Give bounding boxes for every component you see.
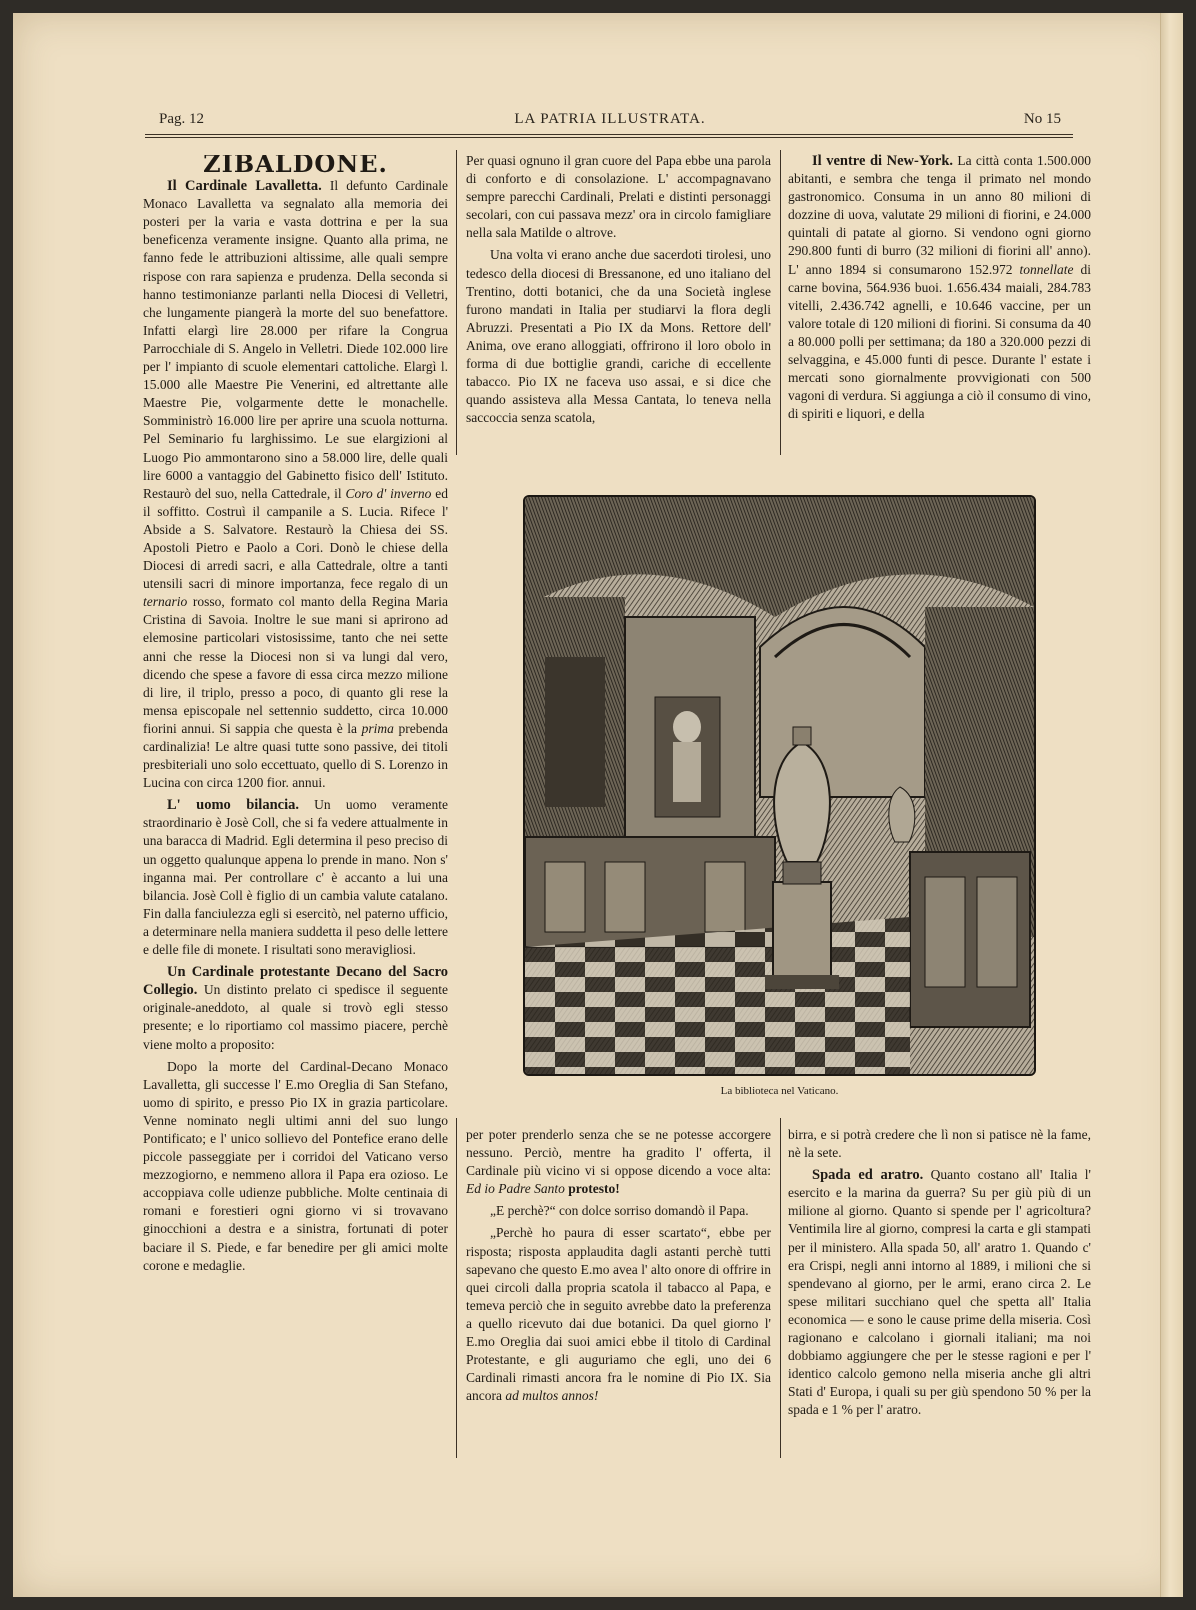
article-text: Un distinto prelato ci spedisce il seguente originale-aneddoto, al quale si trovò egli stesso presente; e lo riportiamo col massimo piacere, perchè viene molto a proposito: bbox=[143, 982, 448, 1052]
article-heading: L' uomo bilancia. bbox=[167, 797, 299, 814]
issue-number: No 15 bbox=[1023, 111, 1061, 127]
vatican-library-engraving bbox=[523, 495, 1036, 1076]
article-paragraph: Per quasi ognuno il gran cuore del Papa ebbe una parola di conforto e di consolazione. L' accompagnavano sempre parecchi Cardinali, Prelati e distinti personaggi secolari, con cui passava mezz' ora in circolo famigliare nella sala Matilde o altrove. bbox=[466, 153, 771, 241]
article-paragraph: Dopo la morte del Cardinal-Decano Monaco Lavalletta, gli successe l' E.mo Oreglia di San Stefano, uomo di spirito, e presso Pio IX in grazia particolare. Venne nominato negli ultimi anni del suo lungo Pontificato; e l' unico sollievo del Pontefice erano delle piccole passeggiate per i corridoi del Vaticano verso mezzogiorno, e nemmeno allora il Papa era ozioso. Le accoppiava colle udienze pubbliche. Molte centinaia di romani e forestieri ogni giorno vi si trovavano ginocchioni a destra e a sinistra, fortunati di poter baciare il S. Piede, e far benedire per gli amici molte corone e medaglie. bbox=[143, 1058, 448, 1273]
masthead-title: LA PATRIA ILLUSTRATA. bbox=[514, 111, 706, 127]
article-text: Quanto costano all' Italia l' esercito e la marina da guerra? Su per giù più di un milione al giorno. Quanto si spende per l' agricoltura? Ventimila lire al giorno, compresi la carta e gli stampati per il ministero. Alla spada 50, all' aratro 1. Quando c' era Crispi, negli anni intorno al 1889, i milioni che si spendevano al giorno, per le armi, erano circa 2. Le spese militari succhiano quel che spetta all' Italia economica — e sono le cause prime della miseria. Così ragionano e calcolano i giornali italiani; ma noi dobbiamo aggiungere che per le stesse ragioni e per l' identico calcolo gemono nella miseria anche gli altri Stati d' Europa, i quali su per giù spendono 50 % per la spada e 1 % per l' aratro. bbox=[788, 1167, 1091, 1418]
page-fold bbox=[1160, 13, 1183, 1597]
column-right-bottom bbox=[788, 1126, 1091, 1466]
article-heading: Spada ed aratro. bbox=[812, 1167, 924, 1184]
article-paragraph bbox=[466, 1126, 771, 1198]
italic-text: ternario bbox=[143, 594, 188, 610]
italic-text: Ed io Padre Santo bbox=[466, 1181, 565, 1197]
italic-text: tonnellate bbox=[1019, 261, 1074, 277]
page-number: Pag. 12 bbox=[159, 111, 204, 127]
article-paragraph bbox=[466, 1224, 771, 1405]
column-middle-bottom bbox=[466, 1126, 771, 1466]
italic-text: Coro d' inverno bbox=[345, 485, 432, 501]
column-rule bbox=[780, 150, 781, 455]
header-rule bbox=[145, 134, 1073, 138]
article-text: La città conta 1.500.000 abitanti, e sembra che tenga il primato nel mondo gastronomico. Consuma in un anno 80 milioni di dozzine di uova, valutate 29 milioni di fiorini, e 24.000 quintali di patate al giorno. Si vendono ogni giorno 290.800 funti di burro (32 milioni di fiorini all' anno). L' anno 1894 si consumarono 152.972 bbox=[788, 153, 1091, 277]
italic-text: prima bbox=[361, 720, 394, 736]
article-text: di carne bovina, 564.936 buoi. 1.656.434 maiali, 284.783 vitelli, 2.436.742 agnelli, e 10.646 vaccine, per un valore totale di 120 milioni di fiorini. Si consuma da 40 a 80.000 polli per settimana; da 180 a 320.000 pezzi di selvaggina, e 45.000 funti di pesce. Durante l' estate i mercati sono giornalmente provvigionati con 500 vagoni di verdura. Si aggiunga a ciò il consumo di vino, di spiriti e liquori, e della bbox=[788, 261, 1091, 422]
article-text: rosso, formato col manto della Regina Maria Cristina di Savoia. Inoltre le sue mani si aprirono ad elemosine particolari vistosissime, tanto che nei sette anni che resse la Diocesi non si va lungi dal vero, dicendo che spese a favore di essa circa mezzo milione di lire, il triplo, presso a poco, di quanto gli rese la mensa episcopale nel settennio suddetto, circa 10.000 fiorini annui. Si sappia che questa è la bbox=[143, 594, 448, 736]
article-cardinale-protestante bbox=[143, 963, 448, 1053]
article-text: prebenda cardinalizia! Le altre quasi tutte sono passive, dei titoli presbiteriali uno solo eccettuato, quello di S. Lorenzo in Lucina con circa 1200 fior. annui. bbox=[143, 720, 448, 791]
article-paragraph: „E perchè?“ con dolce sorriso domandò il Papa. bbox=[490, 1203, 749, 1219]
illustration-caption: La biblioteca nel Vaticano. bbox=[720, 1085, 839, 1097]
column-rule bbox=[456, 1118, 457, 1458]
column-middle-top bbox=[466, 152, 771, 462]
article-new-york bbox=[788, 152, 1091, 423]
article-heading: Il Cardinale Lavalletta. bbox=[167, 178, 322, 195]
article-uomo-bilancia bbox=[143, 796, 448, 959]
article-paragraph: birra, e si potrà credere che lì non si patisce nè la fame, nè la sete. bbox=[788, 1127, 1091, 1161]
column-right-top bbox=[788, 152, 1091, 462]
article-heading: Il ventre di New-York. bbox=[812, 153, 954, 169]
article-text: ed il soffitto. Costruì il campanile a S. Lucia. Rifece l' Abside a S. Salvatore. Restaurò la Chiesa dei SS. Apostoli Pietro e Paolo a Cori. Donò le chiese della Diocesi di arredi sacri, e alla Cattedrale, oltre a tanti utensili sacri di minore importanza, fece regalo di un bbox=[143, 485, 448, 592]
page-header bbox=[145, 111, 1075, 133]
column-rule bbox=[456, 150, 457, 455]
article-text: „Perchè ho paura di esser scartato“, ebbe per risposta; risposta applaudita dagli astanti perchè tutti sapevano che questo E.mo avea l' alto onore di offrire in quei circoli dalla propria scatola il tabacco al Papa, e temeva perciò che in seguito avrebbe dato la preferenza a quello ricevuto dai due botanici. Da quel giorno l' E.mo Oreglia dai suoi amici ebbe il titolo di Cardinal Protestante, e gli auguriamo che egli, uno dei 6 Cardinali rimasti ancora fra le nomine di Pio IX. Sia ancora bbox=[466, 1225, 771, 1404]
article-lavalletta bbox=[143, 177, 448, 792]
bold-text: protesto! bbox=[568, 1181, 620, 1197]
article-spada-aratro bbox=[788, 1166, 1091, 1419]
article-heading: Un Cardinale protestante Decano del Sacro Collegio. bbox=[143, 964, 448, 999]
engraving-image bbox=[525, 497, 1034, 1074]
article-text: Il defunto Cardinale Monaco Lavalletta va segnalato alla memoria dei posteri per la varia e vasta dottrina e per la sua beneficenza veramente insigne. Quanto alla prima, ne fanno fede le attribuzioni altissime, alle quali sempre rispose con rara sapienza e prudenza. Della seconda si hanno testimonianze parlanti nella Diocesi di Velletri, che lungamente piangerà la morte del suo benefattore. Infatti elargì lire 28.000 per rifare la Congrua Parrocchiale di S. Angelo in Velletri. Diede 102.000 lire per l' impianto di scuole elementari cattoliche. Elargì l. 15.000 alle Maestre Pie Venerini, ed altrettante alle Maestre Pie, volgarmente dette le monachelle. Somministrò 16.000 lire per aprire una scuola notturna. Pel Seminario fu larghissimo. Le sue elargizioni al Luogo Pio ammontarono sino a 58.000 lire, delle quali lire 6000 a vantaggio del Gabinetto fisico dell' Istituto. Restaurò del suo, nella Cattedrale, il bbox=[143, 178, 448, 501]
article-text: Un uomo veramente straordinario è Josè Coll, che si fa vedere attualmente in una baracca di Madrid. Egli determina il peso preciso di un oggetto qualunque appena lo prende in mano. Non s' inganna mai. Per controllare c' è accanto a lui una bilancia. Josè Coll è figlio di un cambia valute catalano. Fin dalla fanciulezza egli si esercitò, nel paterno ufficio, a determinare nella maniera suddetta il peso delle lettere e delle file di monete. I risultati sono meravigliosi. bbox=[143, 797, 448, 958]
article-text: per poter prenderlo senza che se ne potesse accorgere nessuno. Perciò, mentre ha gradito l' offerta, il Cardinale più vicino vi si oppose dicendo a voce alta: bbox=[466, 1127, 771, 1179]
article-paragraph: Una volta vi erano anche due sacerdoti tirolesi, uno tedesco della diocesi di Bressanone, ed uno italiano del Trentino, dotti botanici, che da una Società inglese furono mandati in Italia per studiarvi la flora degli Abruzzi. Presentati a Pio IX da Mons. Rettore dell' Anima, ove erano alloggiati, offrirono il loro obolo in forma di due bottiglie grandi, cariche di eccellente tabacco. Pio IX ne faceva uso assai, e si dice che quando assisteva alla Messa Cantata, lo teneva nella saccoccia senza scatola, bbox=[466, 247, 771, 426]
italic-text: ad multos annos! bbox=[505, 1388, 599, 1404]
section-title: ZIBALDONE. bbox=[203, 155, 388, 178]
column-left bbox=[143, 155, 448, 1465]
column-rule bbox=[780, 1118, 781, 1458]
